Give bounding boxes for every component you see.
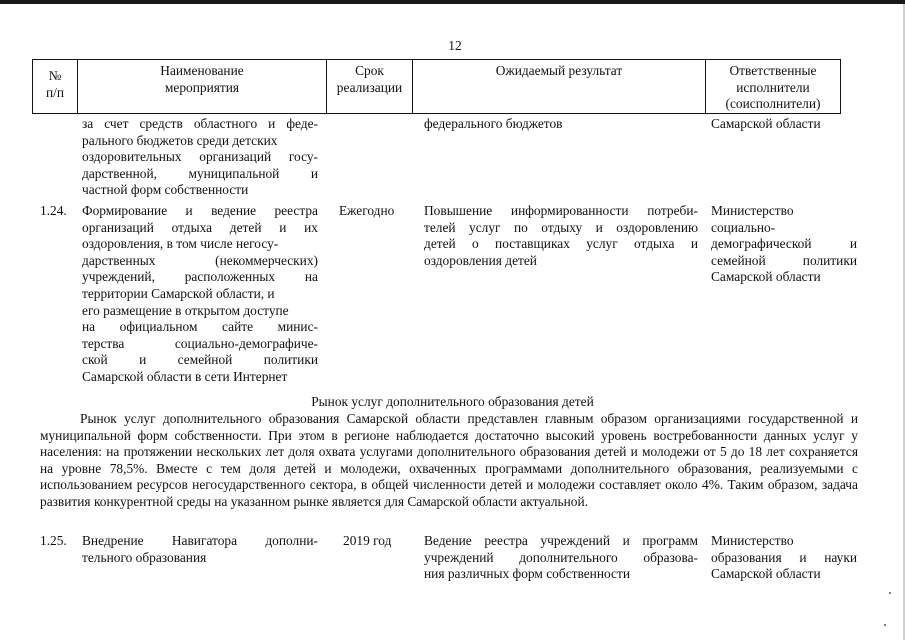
section-paragraph: Рынок услуг дополнительного образования Самарской области представлен главным образом организациями государственной и муниципальной форм собственности. При этом в регионе наблюдается достаточно высокий уровень востребованности данных услуг у населения: на протяжении нескольких лет доля охвата услугами дополнительного образования детей и молодежи от 5 до 18 лет сохраняется на уровне 78,5%. Вместе с тем доля детей и молодежи, охваченных программами дополнительного образования, реализуемыми с использованием ресурсов негосударственного сектора, в общей численности детей и молодежи составляет около 4%. Таким образом, задача развития конкурентной среды на указанном рынке является для Самарской области актуальной. bbox=[40, 411, 858, 509]
header-executors: Ответственные исполнители (соисполнители) bbox=[725, 63, 821, 112]
row-1-24-executors: Министерство социально- демографической и семейной политики Самарской области bbox=[711, 203, 857, 285]
header-term: Срок реализации bbox=[336, 63, 403, 95]
section-title: Рынок услуг дополнительного образования детей bbox=[311, 394, 594, 409]
row-1-25-executors: Министерство образования и науки Самарской области bbox=[711, 533, 857, 582]
header-number: № п/п bbox=[45, 68, 65, 100]
scan-speck bbox=[889, 592, 891, 594]
row-1-25-term: 2019 год bbox=[343, 533, 392, 548]
header-divider bbox=[840, 59, 841, 114]
row-1-25-result: Ведение реестра учреждений и программ учреждений дополнительного образова- ния различных форм собственности bbox=[424, 533, 698, 582]
header-bottom-rule bbox=[32, 113, 840, 114]
header-name: Наименование мероприятия bbox=[160, 63, 244, 95]
row-1-24-name: Формирование и ведение реестра организаций отдыха детей и их оздоровления, в том числе негосу- дарственных (некоммерческих) учреждений, расположенных на территории Самарской области, и его размещение в открытом доступе на официальном сайте минис- терства социально-демографиче- ской и семейной политики Самарской области в сети Интернет bbox=[82, 203, 318, 384]
header-top-rule bbox=[32, 59, 840, 60]
row-1-25-number: 1.25. bbox=[40, 533, 67, 548]
row-1-24-term: Ежегодно bbox=[339, 203, 395, 218]
row-1-24-number: 1.24. bbox=[40, 203, 67, 218]
scan-top-border bbox=[0, 0, 905, 4]
row-continued-executors: Самарской области bbox=[711, 116, 821, 131]
row-continued-name: за счет средств областного и феде- рального бюджетов среди детских оздоровительных организаций госу- дарственной, муниципальной и частной форм собственности bbox=[82, 116, 318, 198]
row-1-25-name: Внедрение Навигатора дополни- тельного образования bbox=[82, 533, 318, 565]
row-continued-result: федерального бюджетов bbox=[424, 116, 563, 131]
row-1-24-result: Повышение информированности потреби- телей услуг по отдыху и оздоровлению детей о поставщиках услуг отдыха и оздоровления детей bbox=[424, 203, 698, 268]
page-number: 12 bbox=[448, 38, 462, 53]
scan-speck bbox=[884, 624, 886, 626]
header-result: Ожидаемый результат bbox=[495, 63, 623, 78]
